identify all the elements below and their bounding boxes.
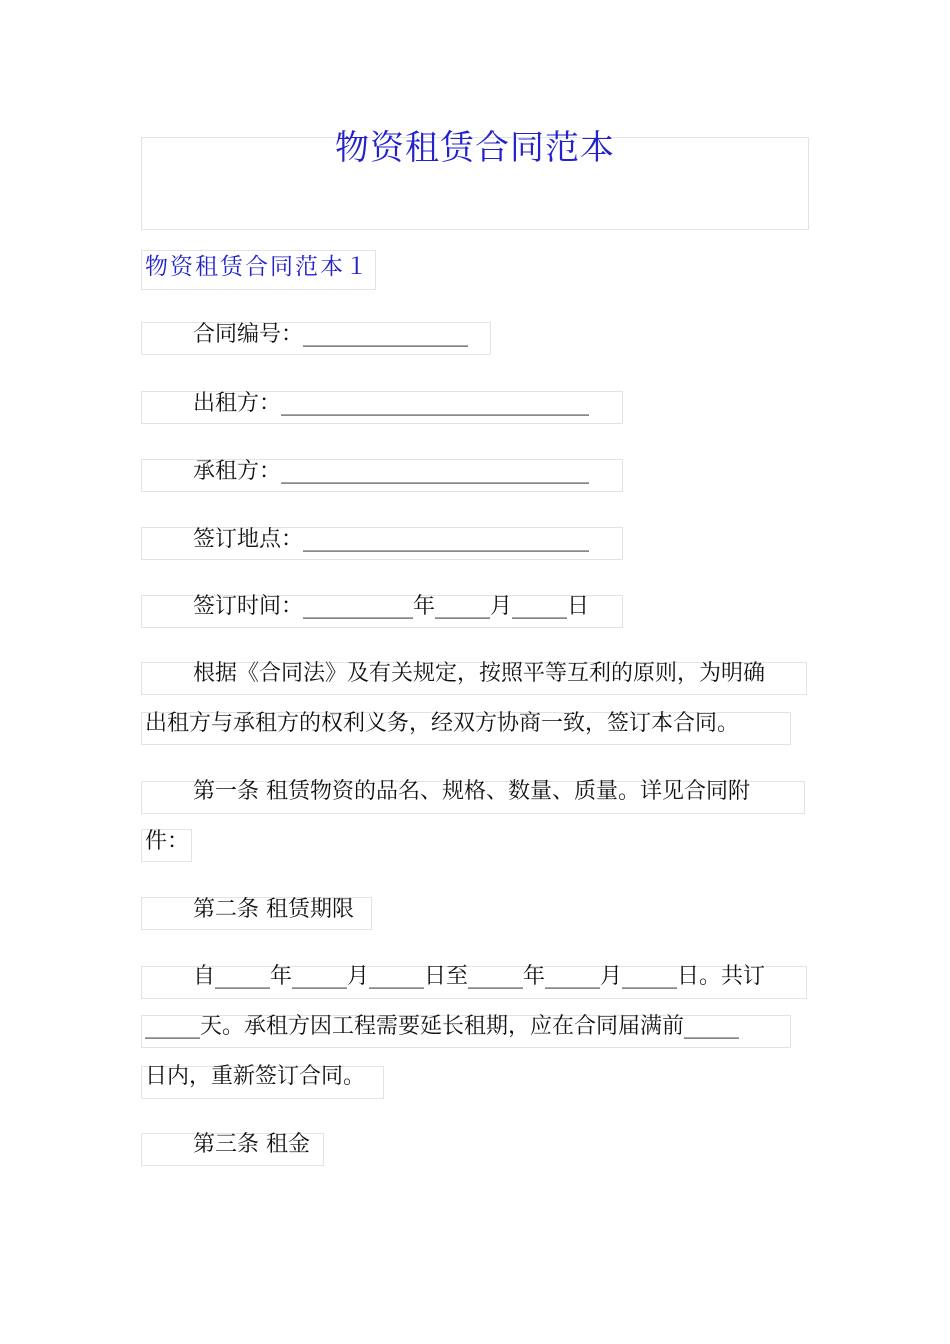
article2-line-3: 日内，重新签订合同。 [145,1064,366,1089]
document-title: 物资租赁合同范本 [335,128,615,168]
article1-line-2: 件： [145,829,190,854]
preamble-line-1: 根据《合同法》及有关规定，按照平等互利的原则，为明确 [193,661,766,686]
sign-place-field: 签订地点：__________________________ [193,527,590,552]
article1-line-1: 第一条 租赁物资的品名、规格、数量、质量。详见合同附 [193,779,750,804]
article3-heading: 第三条 租金 [193,1132,310,1157]
preamble-line-2: 出租方与承租方的权利义务，经双方协商一致，签订本合同。 [145,711,740,736]
article2-line-2: _____天。承租方因工程需要延长租期，应在合同届满前_____ [145,1014,740,1039]
contract-number-field: 合同编号：_______________ [193,322,469,347]
sign-time-field: 签订时间：__________年_____月_____日 [193,594,590,619]
article2-heading: 第二条 租赁期限 [193,897,354,922]
lessor-field: 出租方：____________________________ [193,391,590,416]
article2-line-1: 自_____年_____月_____日至_____年_____月_____日。共订 [193,964,766,989]
section-heading: 物资租赁合同范本１ [145,254,370,280]
lessee-field: 承租方：____________________________ [193,459,590,484]
